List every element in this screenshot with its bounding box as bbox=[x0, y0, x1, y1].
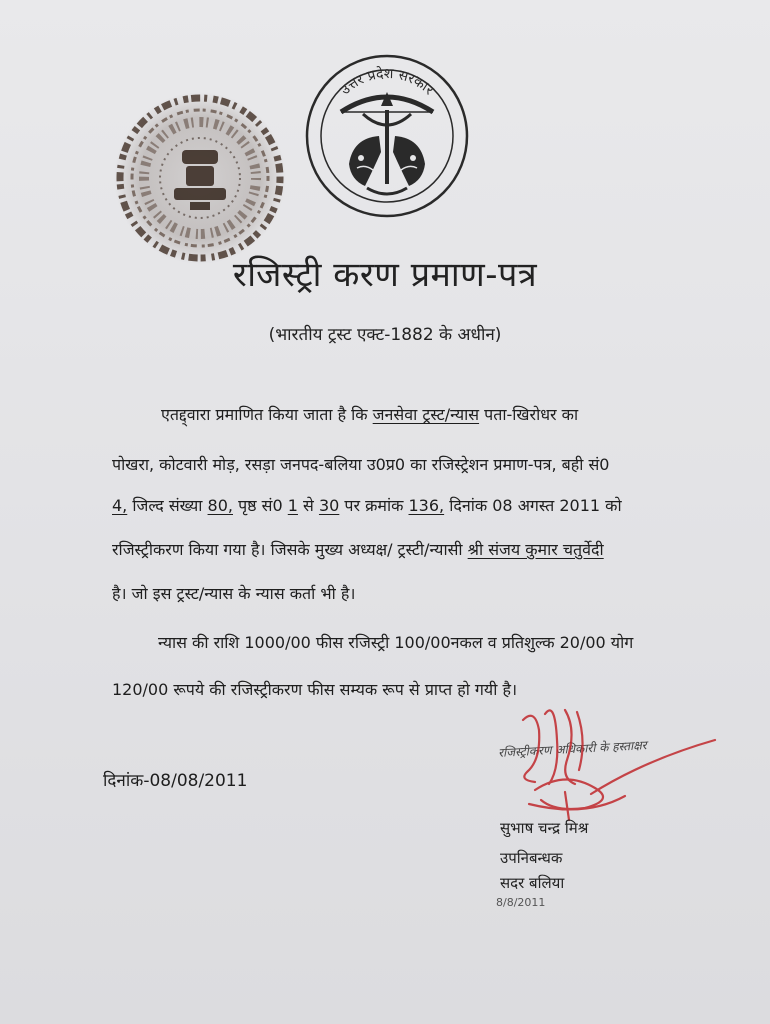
body-text: पता-खिरोधर का bbox=[479, 405, 579, 424]
trust-name: जनसेवा ट्रस्ट/न्यास bbox=[372, 405, 480, 424]
book-number: 4, bbox=[112, 496, 128, 515]
body-line-2 bbox=[112, 453, 609, 475]
body-line-5 bbox=[112, 582, 355, 604]
emblem-arc-text: उत्तर प्रदेश सरकार bbox=[337, 65, 437, 99]
officer-designation: उपनिबन्धक bbox=[500, 849, 563, 867]
officer-office: सदर बलिया bbox=[500, 874, 565, 892]
up-government-emblem bbox=[303, 52, 471, 220]
trustee-name: श्री संजय कुमार चतुर्वेदी bbox=[467, 540, 604, 559]
body-text: दिनांक 08 अगस्त 2011 को bbox=[444, 496, 622, 515]
ashoka-seal-stamp bbox=[110, 88, 290, 268]
body-text: पर क्रमांक bbox=[339, 496, 409, 515]
body-text: जिल्द संख्या bbox=[127, 496, 208, 515]
certificate-title: रजिस्ट्री करण प्रमाण-पत्र bbox=[232, 255, 538, 295]
officer-name: सुभाष चन्द्र मिश्र bbox=[500, 819, 589, 837]
handwritten-date: 8/8/2011 bbox=[496, 896, 546, 909]
page-from: 1 bbox=[287, 496, 298, 515]
body-text: पोखरा, कोटवारी मोड़, रसड़ा जनपद-बलिया उ0प्र0 का रजिस्ट्रेशन प्रमाण-पत्र, बही सं0 bbox=[112, 455, 610, 474]
body-line-3 bbox=[112, 494, 622, 516]
body-line-6 bbox=[158, 631, 633, 653]
body-text: पृष्ठ सं0 bbox=[233, 496, 288, 515]
body-line-1 bbox=[161, 403, 578, 425]
body-line-4 bbox=[112, 538, 604, 560]
body-text: न्यास की राशि 1000/00 फीस रजिस्ट्री 100/00नकल व प्रतिशुल्क 20/00 योग bbox=[158, 633, 634, 652]
body-text: है। जो इस ट्रस्ट/न्यास के न्यास कर्ता भी है। bbox=[112, 584, 356, 603]
serial-number: 136, bbox=[408, 496, 445, 515]
body-text: 120/00 रूपये की रजिस्ट्रीकरण फीस सम्यक रूप से प्राप्त हो गयी है। bbox=[112, 680, 518, 699]
issue-date: दिनांक-08/08/2011 bbox=[103, 771, 248, 791]
body-text: से bbox=[297, 496, 319, 515]
body-text: रजिस्ट्रीकरण किया गया है। जिसके मुख्य अध्यक्ष/ ट्रस्टी/न्यासी bbox=[112, 540, 468, 559]
certificate-subtitle: (भारतीय ट्रस्ट एक्ट-1882 के अधीन) bbox=[268, 325, 502, 345]
body-text: एतद्द्वारा प्रमाणित किया जाता है कि bbox=[161, 405, 373, 424]
signature-caption: रजिस्ट्रीकरण अधिकारी के हस्ताक्षर bbox=[497, 738, 647, 760]
handwritten-signature bbox=[505, 700, 725, 830]
page-to: 30 bbox=[318, 496, 340, 515]
body-line-7 bbox=[112, 678, 517, 700]
volume-number: 80, bbox=[207, 496, 233, 515]
